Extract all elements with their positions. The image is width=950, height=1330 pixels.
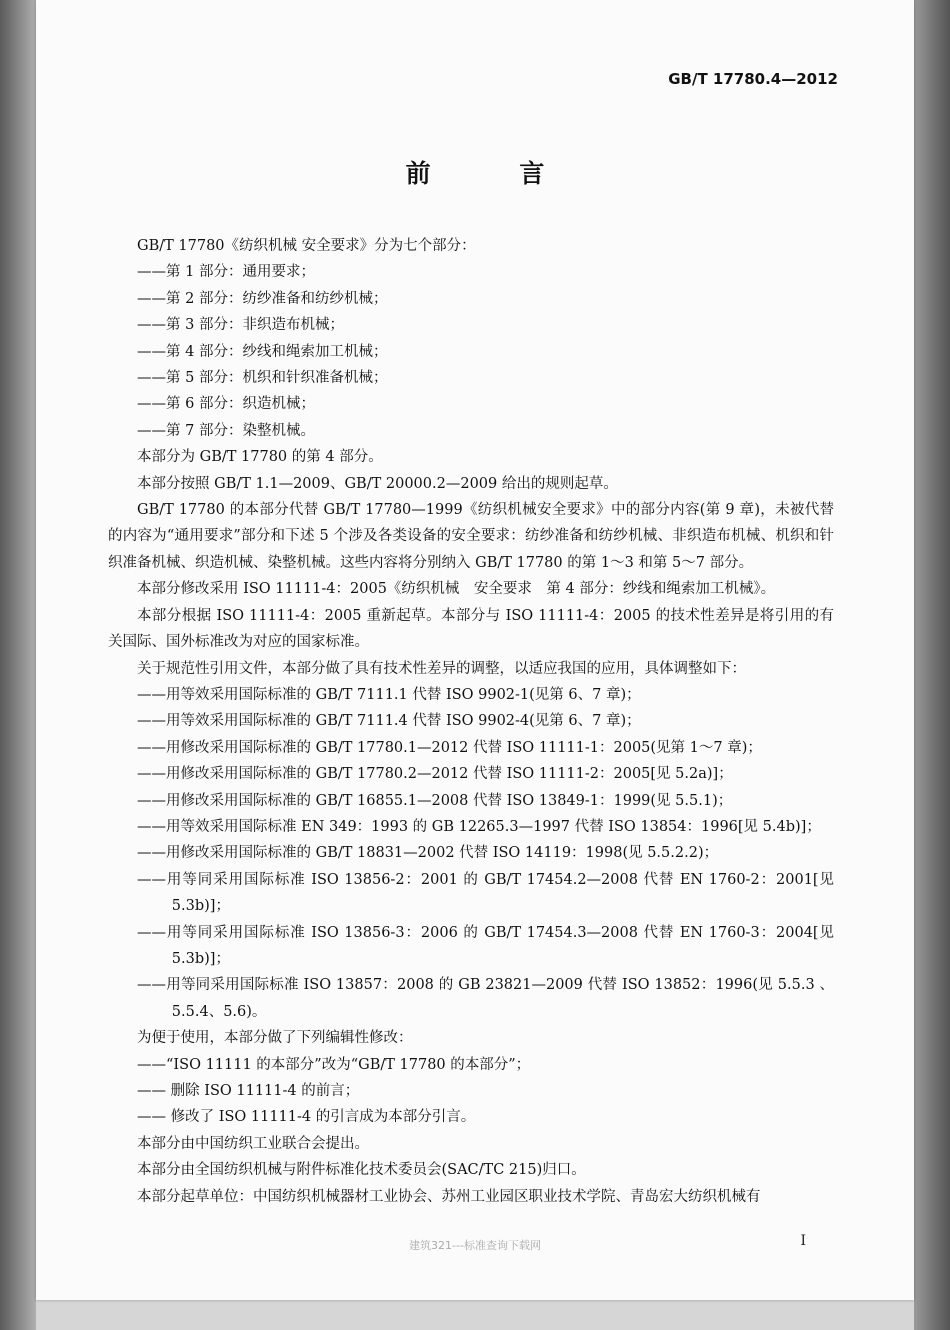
footer-watermark: 建筑321---标准查询下载网 <box>409 1239 541 1252</box>
paragraph: 关于规范性引用文件，本部分做了具有技术性差异的调整，以适应我国的应用，具体调整如下： <box>137 660 746 677</box>
list-item: ——用等效采用国际标准的 GB/T 7111.1 代替 ISO 9902-1(见第 6、7 章)； <box>137 686 641 703</box>
page-number: I <box>800 1233 806 1249</box>
list-item: ——第 4 部分：纱线和绳索加工机械； <box>137 343 388 360</box>
list-item: ——第 3 部分：非织造布机械； <box>137 317 344 334</box>
list-item: ——用等同采用国际标准 ISO 13856-3：2006 的 GB/T 17454.3—2008 代替 EN 1760-3：2004[见 5.3b)]； <box>137 924 834 967</box>
document-body <box>108 233 834 1210</box>
list-item: ——用修改采用国际标准的 GB/T 18831—2002 代替 ISO 14119：1998(见 5.5.2.2)； <box>137 845 719 862</box>
list-item: ——用等同采用国际标准 ISO 13856-2：2001 的 GB/T 17454.2—2008 代替 EN 1760-2：2001[见 5.3b)]； <box>137 871 834 915</box>
list-item: ——“ISO 11111 的本部分”改为“GB/T 17780 的本部分”； <box>137 1056 531 1073</box>
list-item: —— 删除 ISO 11111-4 的前言； <box>137 1083 360 1099</box>
paragraph: 为便于使用，本部分做了下列编辑性修改： <box>137 1030 413 1047</box>
page-title: 前 言 <box>405 159 585 188</box>
paragraph: 本部分为 GB/T 17780 的第 4 部分。 <box>137 449 383 466</box>
paragraph: 本部分根据 ISO 11111-4：2005 重新起草。本部分与 ISO 11111-4：2005 的技术性差异是将引用的有关国际、国外标准改为对应的国家标准。 <box>108 607 834 651</box>
list-item: ——用等同采用国际标准 ISO 13857：2008 的 GB 23821—2009 代替 ISO 13852：1996(见 5.5.3 、5.5.4、5.6)。 <box>137 977 834 1020</box>
list-item: —— 修改了 ISO 11111-4 的引言成为本部分引言。 <box>137 1109 476 1126</box>
list-item: ——用等效采用国际标准 EN 349：1993 的 GB 12265.3—1997 代替 ISO 13854：1996[见 5.4b)]； <box>137 818 821 835</box>
list-item: ——用修改采用国际标准的 GB/T 17780.2—2012 代替 ISO 11111-2：2005[见 5.2a)]； <box>137 766 733 783</box>
list-item: ——用修改采用国际标准的 GB/T 17780.1—2012 代替 ISO 11111-1：2005(见第 1～7 章)； <box>137 739 762 756</box>
list-item: ——用等效采用国际标准的 GB/T 7111.4 代替 ISO 9902-4(见第 6、7 章)； <box>137 713 641 730</box>
paragraph: 本部分起草单位：中国纺织机械器材工业协会、苏州工业园区职业技术学院、青岛宏大纺织机械有 <box>137 1188 761 1205</box>
list-item: ——第 7 部分：染整机械。 <box>137 422 315 439</box>
standard-number: GB/T 17780.4—2012 <box>668 70 838 88</box>
paragraph: 本部分修改采用 ISO 11111-4：2005《纺织机械 安全要求 第 4 部分：纱线和绳索加工机械》。 <box>137 581 776 598</box>
list-item: ——第 2 部分：纺纱准备和纺纱机械； <box>137 290 388 307</box>
list-item: ——第 1 部分：通用要求； <box>137 264 315 281</box>
document-page <box>36 0 914 1300</box>
list-item: ——第 5 部分：机织和针织准备机械； <box>137 370 388 387</box>
paragraph: 本部分由全国纺织机械与附件标准化技术委员会(SAC/TC 215)归口。 <box>137 1162 586 1179</box>
paragraph: 本部分按照 GB/T 1.1—2009、GB/T 20000.2—2009 给出的规则起草。 <box>137 475 618 492</box>
paragraph: GB/T 17780《纺织机械 安全要求》分为七个部分： <box>137 238 476 254</box>
paragraph: GB/T 17780 的本部分代替 GB/T 17780—1999《纺织机械安全要求》中的部分内容(第 9 章)，未被代替的内容为“通用要求”部分和下述 5 个涉及各类设备的安全要求：纺纱准备和纺纱机械、非织造布机械、机织和针织准备机械、织造机械、染整机械。这些内容将分别纳入 GB/T 17780 的第 1～3 和第 5～7 部分。 <box>108 502 834 571</box>
paragraph: 本部分由中国纺织工业联合会提出。 <box>137 1135 369 1152</box>
list-item: ——第 6 部分：织造机械； <box>137 396 315 413</box>
list-item: ——用修改采用国际标准的 GB/T 16855.1—2008 代替 ISO 13849-1：1999(见 5.5.1)； <box>137 792 733 809</box>
